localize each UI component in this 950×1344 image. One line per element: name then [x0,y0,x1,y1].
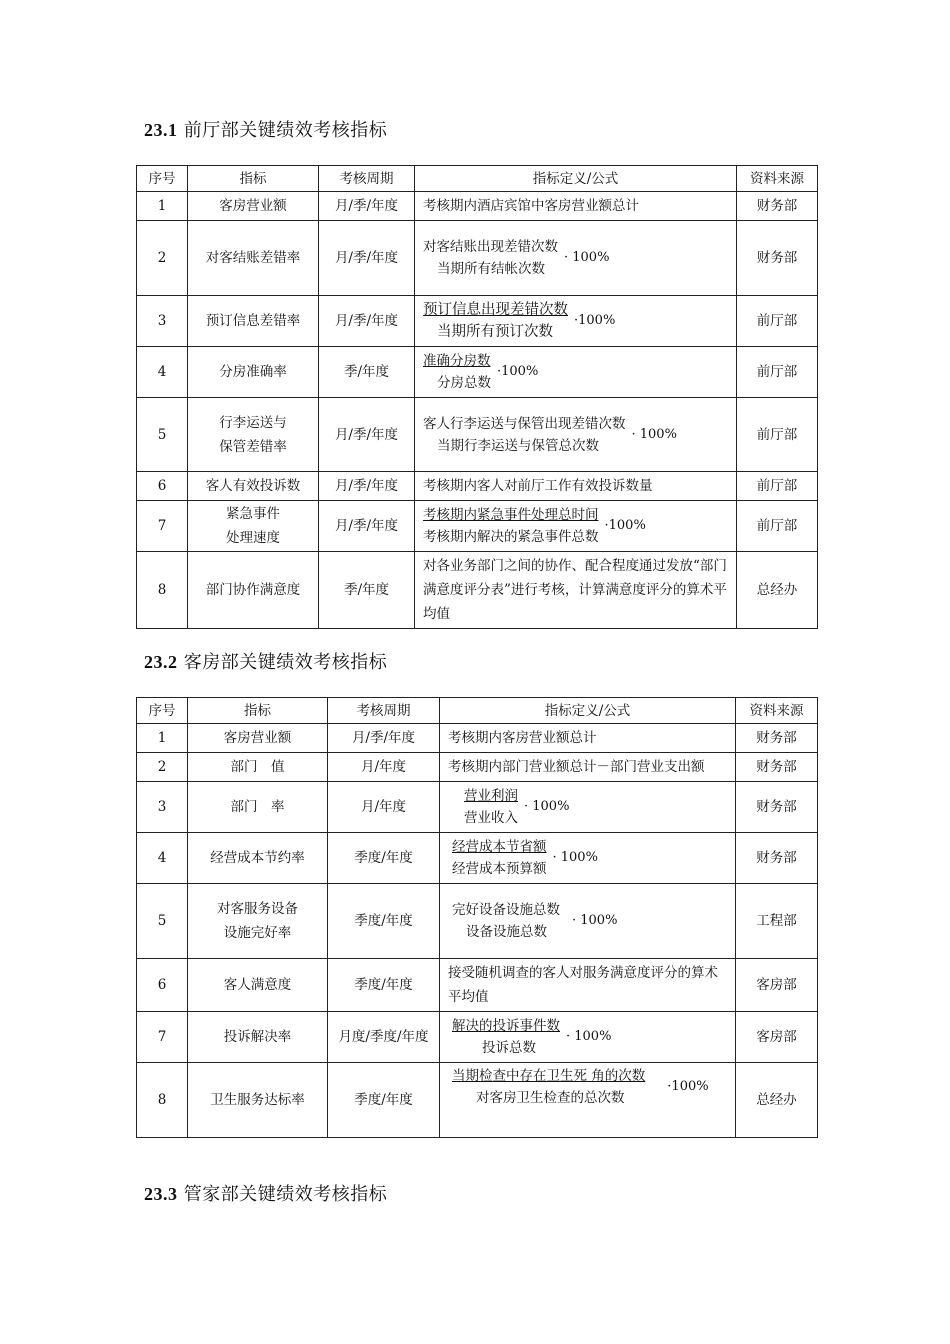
source-cell: 总经办 [737,552,818,629]
period-cell: 月/季/年度 [319,221,415,296]
indicator-name: 部门 值 [188,753,328,782]
indicator-name: 客人有效投诉数 [188,472,319,501]
fraction [464,785,727,829]
section-title: 管家部关键绩效考核指标 [183,1184,388,1205]
numerator: 客人行李运送与保管出现差错次数 [423,415,626,432]
indicator-name: 部门协作满意度 [188,552,319,629]
source-cell: 财务部 [736,724,818,753]
table-row [137,753,818,782]
fraction [423,413,728,457]
row-number: 2 [137,221,188,296]
indicator-name: 分房准确率 [188,347,319,398]
table-row [137,192,818,221]
table-row [137,501,818,552]
table-row [137,472,818,501]
row-number: 4 [137,347,188,398]
formula-cell [440,884,736,959]
period-cell: 月/季/年度 [319,398,415,472]
denominator: 经营成本预算额 [452,861,547,877]
period-cell: 季/年度 [319,347,415,398]
numerator: 当期检查中存在卫生死 角的次数 [452,1068,646,1084]
source-cell: 财务部 [736,833,818,884]
section-title: 客房部关键绩效考核指标 [183,652,388,673]
row-number: 1 [137,192,188,221]
indicator-name: 客房营业额 [188,192,319,221]
denominator: 设备设施总数 [466,924,547,940]
indicator-name: 客人满意度 [188,959,328,1012]
source-cell: 前厅部 [737,398,818,472]
source-cell: 客房部 [736,1012,818,1063]
fraction [452,899,727,943]
row-number: 7 [137,501,188,552]
multiplier: · 100% [566,1029,612,1044]
header-cell: 考核周期 [328,698,440,724]
period-cell: 月/年度 [328,753,440,782]
indicator-name [188,501,319,552]
table-row [137,398,818,472]
numerator: 完好设备设施总数 [452,902,560,918]
period-cell: 月/季/年度 [319,296,415,347]
period-cell: 月/年度 [328,782,440,833]
multiplier: · 100% [552,850,598,865]
row-number: 6 [137,472,188,501]
period-cell: 月/季/年度 [319,501,415,552]
formula-cell [415,501,737,552]
fraction [452,1015,727,1059]
period-cell: 月度/季度/年度 [328,1012,440,1063]
multiplier: ·100% [497,364,539,379]
source-cell: 财务部 [736,782,818,833]
section-number: 23.2 [144,652,178,672]
formula-cell [440,782,736,833]
numerator: 预订信息出现差错次数 [423,302,568,318]
period-cell: 季度/年度 [328,1063,440,1138]
section-number: 23.3 [144,1184,178,1204]
header-cell: 指标 [188,698,328,724]
row-number: 4 [137,833,188,884]
indicator-name: 客房营业额 [188,724,328,753]
table-row [137,347,818,398]
table-header-row [137,166,818,192]
indicator-name: 卫生服务达标率 [188,1063,328,1138]
numerator: 营业利润 [464,788,518,804]
source-cell: 财务部 [737,192,818,221]
header-cell: 指标定义/公式 [415,166,737,192]
table-row [137,221,818,296]
period-cell: 季度/年度 [328,959,440,1012]
indicator-name: 部门 率 [188,782,328,833]
row-number: 3 [137,782,188,833]
row-number: 8 [137,1063,188,1138]
section-heading-23-3 [144,1180,387,1206]
period-cell: 季度/年度 [328,884,440,959]
denominator: 当期所有结帐次数 [437,261,545,277]
numerator: 准确分房数 [423,353,491,369]
fraction [452,1065,727,1109]
source-cell: 前厅部 [737,501,818,552]
numerator: 解决的投诉事件数 [452,1018,560,1034]
row-number: 1 [137,724,188,753]
numerator: 经营成本节省额 [452,839,547,855]
section-title: 前厅部关键绩效考核指标 [183,120,388,141]
fraction [423,350,728,394]
indicator-name [188,398,319,472]
table-row [137,959,818,1012]
table-row [137,1012,818,1063]
definition-cell: 考核期内酒店宾馆中客房营业额总计 [415,192,737,221]
formula-cell [440,1012,736,1063]
period-cell: 月/季/年度 [319,192,415,221]
multiplier: ·100% [604,518,646,533]
fraction [423,504,728,548]
section-number: 23.1 [144,120,178,140]
housekeeping-kpi-table [136,697,818,1138]
row-number: 5 [137,398,188,472]
denominator: 当期所有预订次数 [437,324,553,340]
definition-cell: 考核期内部门营业额总计－部门营业支出额 [440,753,736,782]
row-number: 7 [137,1012,188,1063]
formula-cell [415,398,737,472]
source-cell: 财务部 [736,753,818,782]
row-number: 2 [137,753,188,782]
table-row [137,884,818,959]
indicator-name-line: 行李运送与 [219,414,287,431]
multiplier: ·100% [574,313,616,328]
fraction [423,236,728,280]
formula-cell [415,221,737,296]
fraction [452,836,727,880]
indicator-name: 对客结账差错率 [188,221,319,296]
table-row [137,833,818,884]
indicator-name: 经营成本节约率 [188,833,328,884]
source-cell: 财务部 [737,221,818,296]
multiplier: ·100% [667,1079,709,1094]
formula-cell [415,296,737,347]
period-cell: 季度/年度 [328,833,440,884]
header-cell: 资料来源 [737,166,818,192]
indicator-name: 投诉解决率 [188,1012,328,1063]
section-heading-23-2 [144,648,387,674]
row-number: 5 [137,884,188,959]
denominator: 营业收入 [464,810,518,826]
indicator-name: 预订信息差错率 [188,296,319,347]
definition-cell: 对各业务部门之间的协作、配合程度通过发放“部门满意度评分表”进行考核，计算满意度评分的算术平均值 [415,552,737,629]
table-row [137,1063,818,1138]
definition-cell: 考核期内客房营业额总计 [440,724,736,753]
row-number: 8 [137,552,188,629]
multiplier: · 100% [572,913,618,928]
source-cell: 客房部 [736,959,818,1012]
indicator-name-line: 设施完好率 [223,925,292,941]
formula-cell [440,833,736,884]
multiplier: · 100% [564,250,610,265]
front-office-kpi-table [136,165,818,629]
indicator-name [188,884,328,959]
source-cell: 前厅部 [737,347,818,398]
indicator-name-line: 处理速度 [226,530,280,546]
denominator: 当期行李运送与保管总次数 [437,437,599,454]
denominator: 投诉总数 [482,1040,536,1056]
header-cell: 考核周期 [319,166,415,192]
numerator: 考核期内紧急事件处理总时间 [423,507,599,523]
formula-cell [440,1063,736,1138]
source-cell: 前厅部 [737,296,818,347]
source-cell: 工程部 [736,884,818,959]
table-row [137,296,818,347]
period-cell: 季/年度 [319,552,415,629]
definition-cell: 考核期内客人对前厅工作有效投诉数量 [415,472,737,501]
period-cell: 月/季/年度 [319,472,415,501]
indicator-name-line: 紧急事件 [226,506,280,522]
indicator-name-line: 保管差错率 [219,438,287,455]
table-row [137,552,818,629]
indicator-name-line: 对客服务设备 [217,901,298,917]
row-number: 6 [137,959,188,1012]
table-row [137,724,818,753]
header-cell: 指标定义/公式 [440,698,736,724]
source-cell: 前厅部 [737,472,818,501]
header-cell: 序号 [137,698,188,724]
source-cell: 总经办 [736,1063,818,1138]
section-heading-23-1 [144,116,387,142]
multiplier: · 100% [524,799,570,814]
multiplier: · 100% [631,426,677,442]
definition-cell: 接受随机调查的客人对服务满意度评分的算术平均值 [440,959,736,1012]
table-header-row [137,698,818,724]
row-number: 3 [137,296,188,347]
formula-cell [415,347,737,398]
header-cell: 指标 [188,166,319,192]
denominator: 对客房卫生检查的总次数 [476,1090,625,1106]
table-row [137,782,818,833]
header-cell: 序号 [137,166,188,192]
header-cell: 资料来源 [736,698,818,724]
fraction [423,299,728,343]
period-cell: 月/季/年度 [328,724,440,753]
denominator: 分房总数 [437,375,491,391]
denominator: 考核期内解决的紧急事件总数 [423,529,599,545]
numerator: 对客结账出现差错次数 [423,239,558,255]
